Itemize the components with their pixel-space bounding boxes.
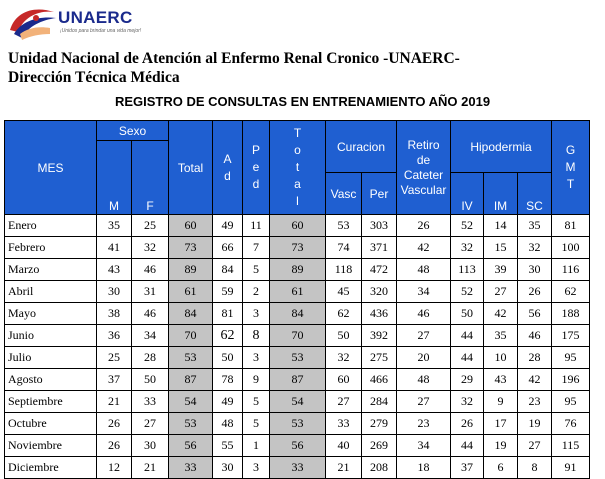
cell-f: 34 [132, 325, 169, 347]
cell-mes: Junio [5, 325, 97, 347]
cell-per: 392 [362, 325, 397, 347]
header-retiro-line: de [416, 152, 431, 167]
cell-retiro: 34 [397, 281, 451, 303]
cell-sc: 42 [518, 369, 552, 391]
cell-ad: 49 [213, 391, 243, 413]
logo-dot [33, 15, 39, 21]
cell-total: 53 [169, 413, 213, 435]
cell-iv: 50 [451, 303, 484, 325]
cell-m: 41 [97, 237, 132, 259]
header-mes: MES [5, 121, 97, 215]
cell-retiro: 34 [397, 435, 451, 457]
cell-iv: 32 [451, 391, 484, 413]
cell-sc: 26 [518, 281, 552, 303]
cell-im: 42 [484, 303, 518, 325]
cell-vasc: 32 [326, 347, 362, 369]
cell-sc: 46 [518, 325, 552, 347]
cell-per: 436 [362, 303, 397, 325]
header-retiro-line: Retiro [407, 137, 440, 152]
header-gmt-letter: T [566, 177, 575, 191]
header-gmt-letter: G [565, 143, 576, 157]
cell-iv: 52 [451, 281, 484, 303]
cell-per: 279 [362, 413, 397, 435]
cell-total2: 56 [270, 435, 326, 457]
cell-total: 53 [169, 347, 213, 369]
cell-iv: 37 [451, 457, 484, 479]
cell-sc: 56 [518, 303, 552, 325]
cell-total: 70 [169, 325, 213, 347]
cell-f: 28 [132, 347, 169, 369]
org-name: Unidad Nacional de Atención al Enfermo Renal Cronico -UNAERC- [8, 50, 460, 67]
cell-m: 30 [97, 281, 132, 303]
cell-retiro: 18 [397, 457, 451, 479]
cell-ped: 3 [243, 303, 270, 325]
cell-iv: 26 [451, 413, 484, 435]
cell-im: 43 [484, 369, 518, 391]
header-im: IM [484, 173, 518, 215]
cell-retiro: 23 [397, 413, 451, 435]
cell-retiro: 20 [397, 347, 451, 369]
cell-ped: 9 [243, 369, 270, 391]
cell-total: 56 [169, 435, 213, 457]
cell-m: 26 [97, 413, 132, 435]
table-row [5, 435, 590, 457]
table-row [5, 457, 590, 479]
cell-gmt: 188 [552, 303, 590, 325]
header-ped-letter: P [251, 143, 260, 157]
table-row [5, 215, 590, 237]
cell-m: 35 [97, 215, 132, 237]
cell-sc: 28 [518, 347, 552, 369]
cell-im: 14 [484, 215, 518, 237]
table-row [5, 369, 590, 391]
cell-retiro: 48 [397, 369, 451, 391]
cell-ad: 62 [213, 325, 243, 347]
cell-ad: 55 [213, 435, 243, 457]
header-iv: IV [451, 173, 484, 215]
cell-mes: Julio [5, 347, 97, 369]
cell-total2: 70 [270, 325, 326, 347]
header-total-vertical [270, 121, 326, 215]
cell-ad: 49 [213, 215, 243, 237]
header-total-letter: a [294, 177, 301, 191]
header-retiro-line: Vascular [400, 182, 447, 197]
cell-total: 54 [169, 391, 213, 413]
cell-ped: 5 [243, 391, 270, 413]
cell-iv: 44 [451, 435, 484, 457]
cell-mes: Mayo [5, 303, 97, 325]
cell-vasc: 74 [326, 237, 362, 259]
cell-mes: Marzo [5, 259, 97, 281]
cell-ad: 50 [213, 347, 243, 369]
cell-sc: 8 [518, 457, 552, 479]
cell-gmt: 100 [552, 237, 590, 259]
cell-f: 27 [132, 413, 169, 435]
cell-sc: 27 [518, 435, 552, 457]
cell-per: 466 [362, 369, 397, 391]
cell-total: 73 [169, 237, 213, 259]
cell-f: 21 [132, 457, 169, 479]
header-f: F [132, 141, 169, 215]
cell-iv: 52 [451, 215, 484, 237]
table-row [5, 413, 590, 435]
header-total-letter: t [295, 160, 300, 174]
consultas-table [4, 120, 590, 479]
cell-retiro: 42 [397, 237, 451, 259]
cell-total2: 89 [270, 259, 326, 281]
cell-total2: 73 [270, 237, 326, 259]
cell-per: 275 [362, 347, 397, 369]
header-ad-letter: A [223, 151, 232, 166]
cell-vasc: 60 [326, 369, 362, 391]
cell-per: 303 [362, 215, 397, 237]
cell-iv: 113 [451, 259, 484, 281]
cell-f: 25 [132, 215, 169, 237]
cell-total: 87 [169, 369, 213, 391]
cell-f: 46 [132, 303, 169, 325]
cell-ad: 84 [213, 259, 243, 281]
cell-f: 46 [132, 259, 169, 281]
cell-ad: 59 [213, 281, 243, 303]
cell-m: 21 [97, 391, 132, 413]
cell-mes: Diciembre [5, 457, 97, 479]
cell-gmt: 196 [552, 369, 590, 391]
cell-iv: 29 [451, 369, 484, 391]
table-body [5, 215, 590, 479]
cell-vasc: 118 [326, 259, 362, 281]
cell-retiro: 27 [397, 391, 451, 413]
header-sc: SC [518, 173, 552, 215]
table-row [5, 259, 590, 281]
cell-m: 12 [97, 457, 132, 479]
cell-mes: Agosto [5, 369, 97, 391]
cell-total2: 84 [270, 303, 326, 325]
cell-f: 30 [132, 435, 169, 457]
table-row [5, 303, 590, 325]
cell-im: 10 [484, 347, 518, 369]
cell-iv: 44 [451, 325, 484, 347]
table-row [5, 391, 590, 413]
cell-gmt: 116 [552, 259, 590, 281]
cell-ad: 78 [213, 369, 243, 391]
header-ad [213, 121, 243, 215]
cell-retiro: 48 [397, 259, 451, 281]
cell-gmt: 91 [552, 457, 590, 479]
cell-total2: 87 [270, 369, 326, 391]
cell-total2: 33 [270, 457, 326, 479]
cell-sc: 23 [518, 391, 552, 413]
cell-per: 472 [362, 259, 397, 281]
logo-text: UNAERC [58, 8, 133, 27]
cell-im: 17 [484, 413, 518, 435]
header-hipodermia: Hipodermia [451, 121, 552, 173]
cell-sc: 35 [518, 215, 552, 237]
cell-ped: 3 [243, 457, 270, 479]
cell-f: 31 [132, 281, 169, 303]
cell-mes: Febrero [5, 237, 97, 259]
cell-vasc: 62 [326, 303, 362, 325]
header-m: M [97, 141, 132, 215]
cell-mes: Abril [5, 281, 97, 303]
cell-im: 6 [484, 457, 518, 479]
cell-ped: 3 [243, 347, 270, 369]
cell-f: 33 [132, 391, 169, 413]
cell-f: 32 [132, 237, 169, 259]
header-ped-letter: d [252, 177, 260, 191]
cell-vasc: 27 [326, 391, 362, 413]
cell-m: 26 [97, 435, 132, 457]
cell-ped: 1 [243, 435, 270, 457]
cell-ped: 8 [243, 325, 270, 347]
cell-iv: 32 [451, 237, 484, 259]
cell-total2: 53 [270, 413, 326, 435]
cell-total: 60 [169, 215, 213, 237]
cell-im: 15 [484, 237, 518, 259]
cell-m: 37 [97, 369, 132, 391]
header-retiro-line: Cateter [403, 167, 444, 182]
table-row [5, 237, 590, 259]
cell-f: 50 [132, 369, 169, 391]
table-row [5, 325, 590, 347]
cell-per: 208 [362, 457, 397, 479]
cell-gmt: 95 [552, 347, 590, 369]
cell-ad: 48 [213, 413, 243, 435]
cell-total: 33 [169, 457, 213, 479]
header-total: Total [169, 121, 213, 215]
cell-m: 38 [97, 303, 132, 325]
header-ped [243, 121, 270, 215]
logo-tagline: ¡Unidos para brindar una vida mejor! [60, 28, 142, 34]
cell-sc: 19 [518, 413, 552, 435]
cell-m: 25 [97, 347, 132, 369]
cell-per: 320 [362, 281, 397, 303]
header-total-letter: o [294, 143, 301, 157]
header-total-letter: T [293, 126, 302, 140]
header-curacion: Curacion [326, 121, 397, 173]
cell-im: 39 [484, 259, 518, 281]
cell-im: 35 [484, 325, 518, 347]
cell-total2: 53 [270, 347, 326, 369]
cell-vasc: 21 [326, 457, 362, 479]
cell-sc: 30 [518, 259, 552, 281]
cell-mes: Septiembre [5, 391, 97, 413]
cell-im: 19 [484, 435, 518, 457]
header-sexo: Sexo [97, 121, 169, 141]
cell-gmt: 62 [552, 281, 590, 303]
header-per: Per [362, 173, 397, 215]
cell-vasc: 45 [326, 281, 362, 303]
cell-sc: 32 [518, 237, 552, 259]
cell-m: 43 [97, 259, 132, 281]
cell-retiro: 27 [397, 325, 451, 347]
table-row [5, 281, 590, 303]
cell-ped: 5 [243, 259, 270, 281]
report-title: REGISTRO DE CONSULTAS EN ENTRENAMIENTO AÑO 2019 [114, 94, 491, 109]
cell-gmt: 175 [552, 325, 590, 347]
cell-total: 61 [169, 281, 213, 303]
cell-im: 9 [484, 391, 518, 413]
cell-per: 284 [362, 391, 397, 413]
cell-retiro: 46 [397, 303, 451, 325]
cell-ped: 7 [243, 237, 270, 259]
header-gmt-letter: M [565, 160, 576, 174]
cell-total2: 61 [270, 281, 326, 303]
cell-iv: 44 [451, 347, 484, 369]
header-ped-letter: e [252, 160, 260, 174]
cell-total2: 60 [270, 215, 326, 237]
table-row [5, 347, 590, 369]
cell-gmt: 81 [552, 215, 590, 237]
cell-mes: Octubre [5, 413, 97, 435]
header-ad-letter: d [224, 168, 231, 183]
cell-vasc: 53 [326, 215, 362, 237]
cell-ad: 81 [213, 303, 243, 325]
cell-total: 89 [169, 259, 213, 281]
cell-gmt: 115 [552, 435, 590, 457]
org-department: Dirección Técnica Médica [8, 69, 180, 86]
cell-ad: 66 [213, 237, 243, 259]
cell-im: 27 [484, 281, 518, 303]
cell-vasc: 40 [326, 435, 362, 457]
cell-mes: Enero [5, 215, 97, 237]
cell-vasc: 33 [326, 413, 362, 435]
cell-gmt: 76 [552, 413, 590, 435]
cell-ped: 5 [243, 413, 270, 435]
cell-gmt: 95 [552, 391, 590, 413]
header-vasc: Vasc [326, 173, 362, 215]
cell-per: 269 [362, 435, 397, 457]
cell-total2: 54 [270, 391, 326, 413]
cell-ped: 2 [243, 281, 270, 303]
header-retiro [397, 121, 451, 215]
cell-m: 36 [97, 325, 132, 347]
cell-per: 371 [362, 237, 397, 259]
header-total-letter: l [296, 194, 299, 208]
cell-mes: Noviembre [5, 435, 97, 457]
cell-vasc: 50 [326, 325, 362, 347]
cell-total: 84 [169, 303, 213, 325]
header-gmt [552, 121, 590, 215]
cell-ad: 30 [213, 457, 243, 479]
cell-retiro: 26 [397, 215, 451, 237]
cell-ped: 11 [243, 215, 270, 237]
